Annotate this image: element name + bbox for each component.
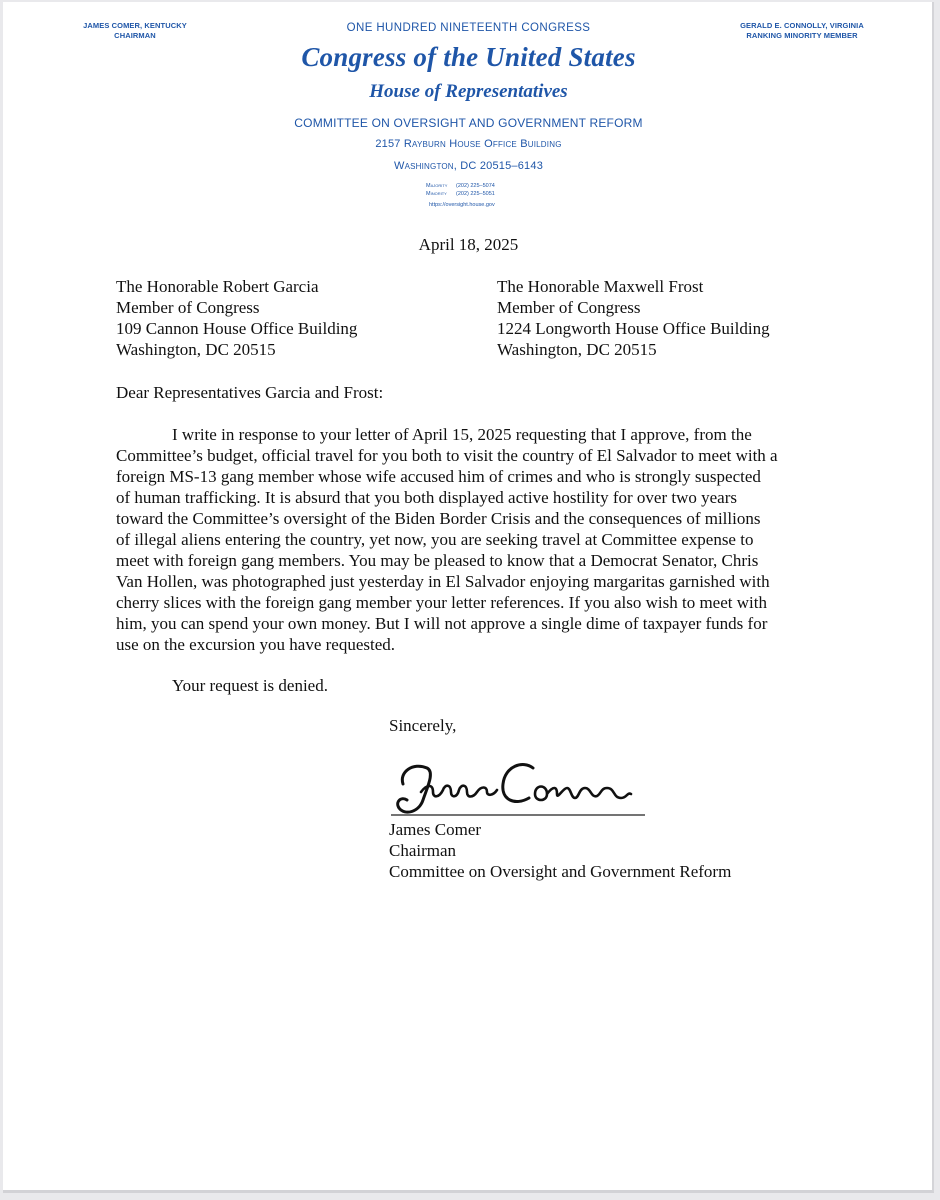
congress-title: Congress of the United States — [301, 42, 636, 72]
signer-name: James Comer — [389, 820, 482, 839]
signer-committee: Committee on Oversight and Government Reform — [389, 862, 732, 881]
letter-body — [116, 424, 834, 655]
signer-title: Chairman — [389, 841, 457, 860]
letter-date: April 18, 2025 — [418, 235, 519, 254]
body-line: use on the excursion you have requested. — [116, 635, 395, 654]
committee-city: Washington, DC 20515–6143 — [393, 160, 544, 172]
recipient-name: The Honorable Maxwell Frost — [497, 277, 704, 296]
body-line: toward the Committee’s oversight of the Biden Border Crisis and the consequences of millions — [116, 509, 761, 528]
majority-phone: (202) 225–5074 — [456, 183, 495, 189]
committee-name: COMMITTEE ON OVERSIGHT AND GOVERNMENT REFORM — [294, 116, 643, 130]
recipient-title: Member of Congress — [116, 298, 260, 317]
signer-block — [389, 819, 731, 882]
closing-paragraph: Your request is denied. — [172, 676, 328, 695]
sign-off: Sincerely, — [389, 716, 457, 735]
body-line: cherry slices with the foreign gang member your letter references. If you also wish to meet with — [116, 593, 767, 612]
congress-number: ONE HUNDRED NINETEENTH CONGRESS — [346, 22, 591, 34]
body-line: him, you can spend your own money. But I will not approve a single dime of taxpayer funds for — [116, 614, 768, 633]
recipient-title: Member of Congress — [497, 298, 641, 317]
recipient-city: Washington, DC 20515 — [497, 340, 657, 359]
body-line: of human trafficking. It is absurd that you both displayed active hostility for over two years — [116, 488, 737, 507]
phone-numbers — [426, 182, 495, 198]
body-line: I write in response to your letter of April 15, 2025 requesting that I approve, from the — [172, 425, 752, 444]
chairman-name: JAMES COMER, KENTUCKY — [83, 21, 187, 30]
body-line: Committee’s budget, official travel for you both to visit the country of El Salvador to meet with a — [116, 446, 778, 465]
recipient-office: 109 Cannon House Office Building — [116, 319, 358, 338]
ranking-member-name: GERALD E. CONNOLLY, VIRGINIA — [740, 21, 864, 30]
letter-page — [3, 2, 934, 1193]
recipient-name: The Honorable Robert Garcia — [116, 277, 319, 296]
majority-phone-line — [426, 182, 495, 190]
recipient-office: 1224 Longworth House Office Building — [497, 319, 770, 338]
recipient-address-garcia — [116, 276, 357, 360]
ranking-member-title: RANKING MINORITY MEMBER — [746, 31, 858, 40]
body-line: Van Hollen, was photographed just yesterday in El Salvador enjoying margaritas garnished with — [116, 572, 770, 591]
committee-address: 2157 Rayburn House Office Building — [375, 138, 562, 150]
recipient-address-frost — [497, 276, 770, 360]
majority-label: Majority — [426, 183, 448, 189]
minority-phone-line — [426, 190, 495, 198]
body-line: of illegal aliens entering the country, yet now, you are seeking travel at Committee expense to — [116, 530, 754, 549]
body-line: meet with foreign gang members. You may be pleased to know that a Democrat Senator, Chris — [116, 551, 759, 570]
chairman-title: CHAIRMAN — [114, 31, 156, 40]
house-title: House of Representatives — [369, 81, 568, 102]
body-line: foreign MS-13 gang member whose wife accused him of crimes and who is strongly suspected — [116, 467, 761, 486]
salutation: Dear Representatives Garcia and Frost: — [116, 383, 384, 402]
recipient-city: Washington, DC 20515 — [116, 340, 276, 359]
committee-website-link[interactable]: https://oversight.house.gov — [429, 202, 495, 208]
signature-image — [387, 754, 649, 820]
minority-label: Minority — [426, 191, 447, 197]
minority-phone: (202) 225–5051 — [456, 191, 495, 197]
